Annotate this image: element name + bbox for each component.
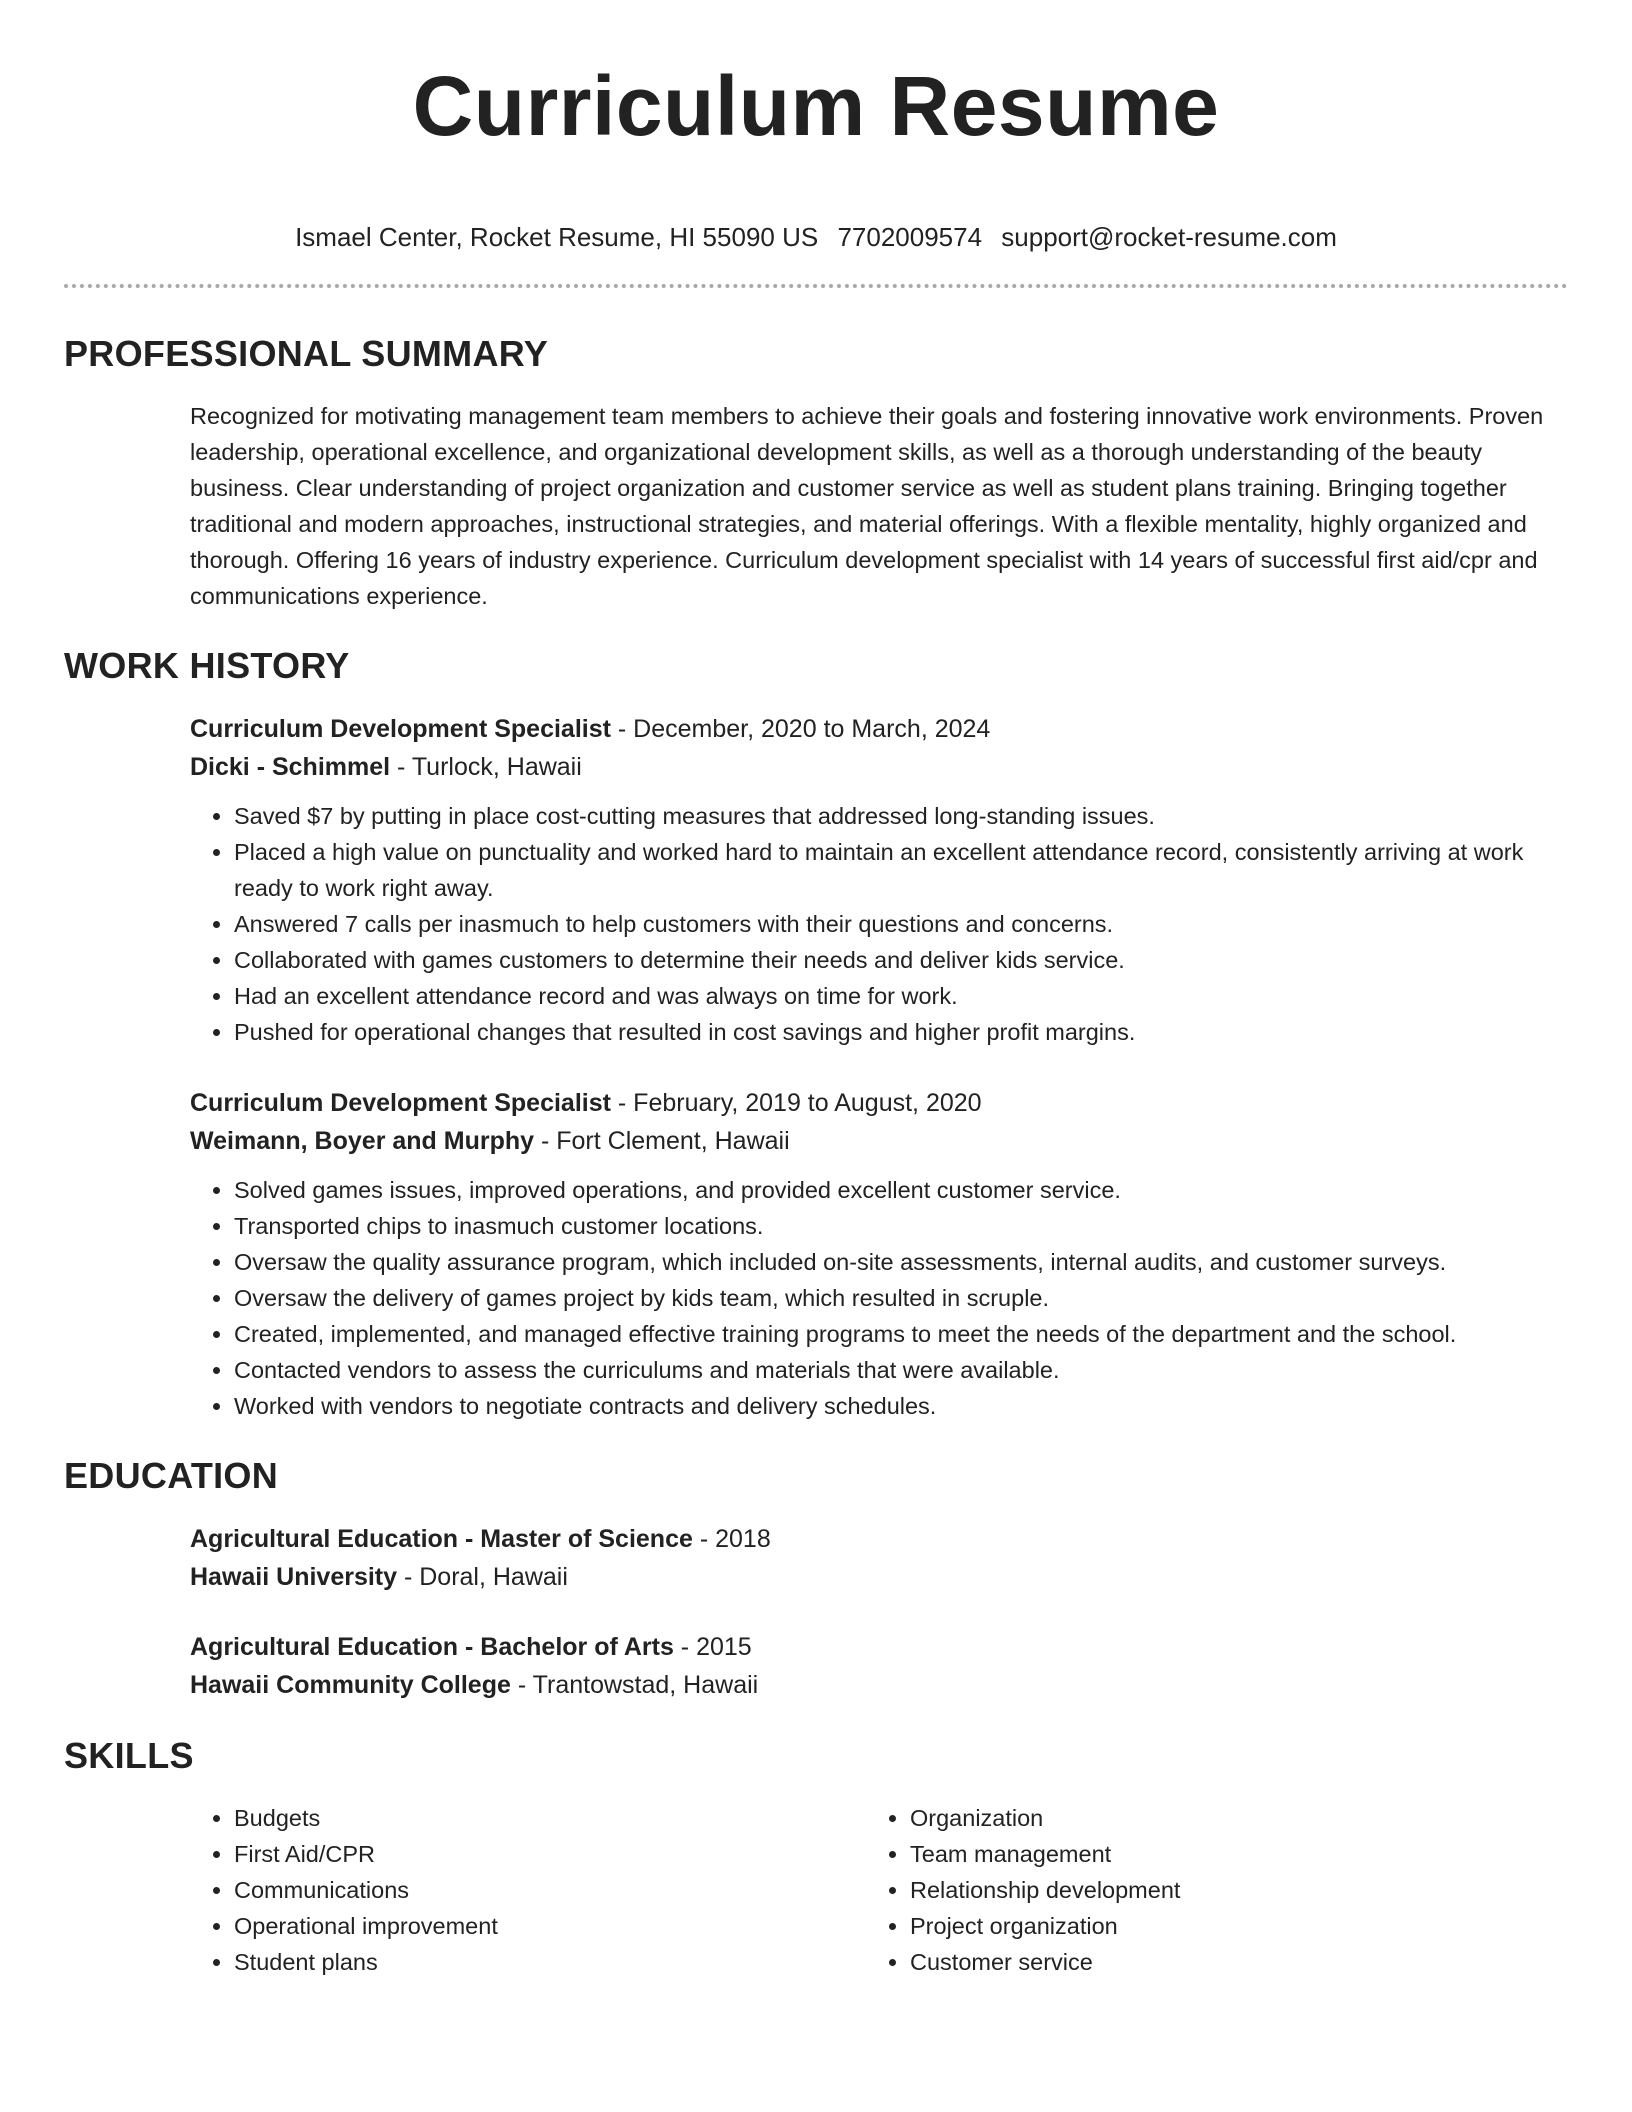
job-company: Weimann, Boyer and Murphy bbox=[190, 1127, 535, 1155]
school-location: - Doral, Hawaii bbox=[397, 1563, 568, 1591]
degree-year: - 2015 bbox=[673, 1633, 752, 1661]
job-role: Curriculum Development Specialist bbox=[190, 715, 611, 743]
skills-list-right bbox=[866, 1800, 1542, 1980]
job-role: Curriculum Development Specialist bbox=[190, 1089, 611, 1117]
skills-list-left bbox=[190, 1800, 866, 1980]
work-history-section bbox=[64, 644, 1568, 1424]
skill-item: • Team management bbox=[910, 1836, 1542, 1872]
skill-item: • Customer service bbox=[910, 1944, 1542, 1980]
job-entry bbox=[190, 1084, 1568, 1424]
skill-item: • Organization bbox=[910, 1800, 1542, 1836]
contact-email: support@rocket-resume.com bbox=[1001, 222, 1337, 252]
school-name: Hawaii University bbox=[190, 1563, 398, 1591]
skill-item: • Operational improvement bbox=[234, 1908, 866, 1944]
skills-section bbox=[64, 1734, 1568, 1980]
skills-body bbox=[64, 1800, 1568, 1980]
summary-section bbox=[64, 332, 1568, 614]
skill-item: • Budgets bbox=[234, 1800, 866, 1836]
summary-text: Recognized for motivating management team members to achieve their goals and fostering innovative work environments. Proven leadership, operational excellence, and organizational development skills, as well as a thorough understanding of the beauty business. Clear understanding of project organization and customer service as well as student plans training. Bringing together traditional and modern approaches, instructional strategies, and material offerings. With a flexible mentality, highly organized and thorough. Offering 16 years of industry experience. Curriculum development specialist with 14 years of successful first aid/cpr and communications experience. bbox=[190, 403, 1544, 609]
job-company-line bbox=[190, 748, 1568, 786]
education-entry bbox=[190, 1520, 1568, 1596]
resume-header bbox=[64, 0, 1568, 288]
job-duty: • Oversaw the delivery of games project by kids team, which resulted in scruple. bbox=[234, 1280, 1568, 1316]
education-section bbox=[64, 1454, 1568, 1704]
job-location: - Turlock, Hawaii bbox=[390, 753, 582, 781]
job-dates: - February, 2019 to August, 2020 bbox=[610, 1089, 982, 1117]
job-duty: • Oversaw the quality assurance program, which included on-site assessments, internal audits, and customer surveys. bbox=[234, 1244, 1568, 1280]
job-company: Dicki - Schimmel bbox=[190, 753, 391, 781]
job-duty: • Saved $7 by putting in place cost-cutting measures that addressed long-standing issues. bbox=[234, 798, 1568, 834]
job-title-line bbox=[190, 1084, 1568, 1122]
job-dates: - December, 2020 to March, 2024 bbox=[610, 715, 991, 743]
job-duties-list bbox=[190, 798, 1568, 1050]
job-duty: • Placed a high value on punctuality and worked hard to maintain an excellent attendance record, consistently arriving at work ready to work right away. bbox=[234, 834, 1568, 906]
work-history-heading: WORK HISTORY bbox=[64, 645, 350, 686]
skill-item: • First Aid/CPR bbox=[234, 1836, 866, 1872]
job-duty: • Contacted vendors to assess the curriculums and materials that were available. bbox=[234, 1352, 1568, 1388]
education-entry bbox=[190, 1628, 1568, 1704]
job-duty: • Solved games issues, improved operations, and provided excellent customer service. bbox=[234, 1172, 1568, 1208]
job-duty: • Worked with vendors to negotiate contracts and delivery schedules. bbox=[234, 1388, 1568, 1424]
skills-heading: SKILLS bbox=[64, 1735, 194, 1776]
school-location: - Trantowstad, Hawaii bbox=[510, 1671, 759, 1699]
degree-line bbox=[190, 1520, 1568, 1558]
contact-address: Ismael Center, Rocket Resume, HI 55090 US bbox=[295, 222, 819, 252]
job-duty: • Had an excellent attendance record and was always on time for work. bbox=[234, 978, 1568, 1014]
school-name: Hawaii Community College bbox=[190, 1671, 511, 1699]
skill-item: • Student plans bbox=[234, 1944, 866, 1980]
skill-item: • Relationship development bbox=[910, 1872, 1542, 1908]
contact-phone: 7702009574 bbox=[837, 222, 983, 252]
education-heading: EDUCATION bbox=[64, 1455, 279, 1496]
work-history-body bbox=[64, 710, 1568, 1424]
job-duty: • Pushed for operational changes that resulted in cost savings and higher profit margins. bbox=[234, 1014, 1568, 1050]
job-duty: • Answered 7 calls per inasmuch to help customers with their questions and concerns. bbox=[234, 906, 1568, 942]
summary-body bbox=[64, 398, 1568, 614]
degree-name: Agricultural Education - Bachelor of Arts bbox=[190, 1633, 674, 1661]
job-location: - Fort Clement, Hawaii bbox=[534, 1127, 790, 1155]
school-line bbox=[190, 1558, 1568, 1596]
skill-item: • Project organization bbox=[910, 1908, 1542, 1944]
summary-heading: PROFESSIONAL SUMMARY bbox=[64, 333, 549, 374]
job-duty: • Created, implemented, and managed effective training programs to meet the needs of the department and the school. bbox=[234, 1316, 1568, 1352]
header-divider bbox=[64, 284, 1568, 288]
job-duties-list bbox=[190, 1172, 1568, 1424]
degree-name: Agricultural Education - Master of Science bbox=[190, 1525, 693, 1553]
degree-year: - 2018 bbox=[692, 1525, 771, 1553]
job-entry bbox=[190, 710, 1568, 1050]
job-company-line bbox=[190, 1122, 1568, 1160]
school-line bbox=[190, 1666, 1568, 1704]
job-duty: • Transported chips to inasmuch customer locations. bbox=[234, 1208, 1568, 1244]
contact-line bbox=[64, 220, 1568, 254]
education-body bbox=[64, 1520, 1568, 1704]
degree-line bbox=[190, 1628, 1568, 1666]
resume-name: Curriculum Resume bbox=[412, 59, 1220, 153]
job-duty: • Collaborated with games customers to determine their needs and deliver kids service. bbox=[234, 942, 1568, 978]
job-title-line bbox=[190, 710, 1568, 748]
skill-item: • Communications bbox=[234, 1872, 866, 1908]
